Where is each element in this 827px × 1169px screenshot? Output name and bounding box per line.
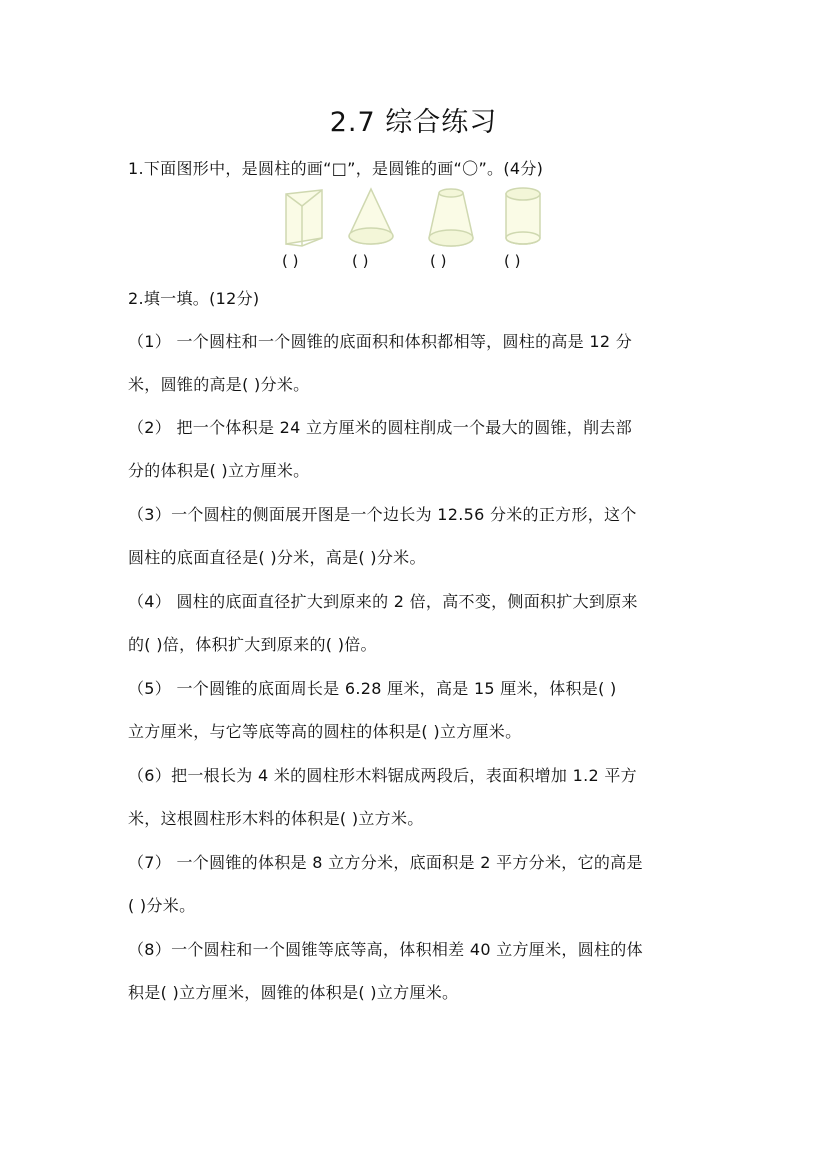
- q2-line: 立方厘米，与它等底等高的圆柱的体积是( )立方厘米。: [128, 722, 522, 741]
- question-1-text: 1.下面图形中，是圆柱的画“□”，是圆锥的画“〇”。(4分): [128, 159, 544, 178]
- page-title: 2.7 综合练习: [329, 107, 498, 138]
- question-2-heading: 2.填一填。(12分): [128, 289, 260, 308]
- triangular-prism-icon: [282, 186, 326, 248]
- answer-blank-prism[interactable]: ( ): [282, 252, 299, 270]
- q2-line: （7） 一个圆锥的体积是 8 立方分米，底面积是 2 平方分米，它的高是: [128, 853, 643, 872]
- q2-line: （4） 圆柱的底面直径扩大到原来的 2 倍，高不变，侧面积扩大到原来: [128, 592, 638, 611]
- q2-line: 米，圆锥的高是( )分米。: [128, 375, 310, 394]
- q2-line: 积是( )立方厘米，圆锥的体积是( )立方厘米。: [128, 983, 459, 1002]
- q2-line: （1） 一个圆柱和一个圆锥的底面积和体积都相等，圆柱的高是 12 分: [128, 332, 632, 351]
- q2-line: （5） 一个圆锥的底面周长是 6.28 厘米，高是 15 厘米，体积是( ): [128, 679, 617, 698]
- shape-row: [280, 186, 560, 276]
- cylinder-icon: [502, 186, 544, 250]
- q2-line: （6）把一根长为 4 米的圆柱形木料锯成两段后，表面积增加 1.2 平方: [128, 766, 637, 785]
- answer-blank-cylinder[interactable]: ( ): [504, 252, 521, 270]
- q2-line: 圆柱的底面直径是( )分米，高是( )分米。: [128, 548, 426, 567]
- q2-line: 分的体积是( )立方厘米。: [128, 461, 310, 480]
- q2-line: （3）一个圆柱的侧面展开图是一个边长为 12.56 分米的正方形，这个: [128, 505, 637, 524]
- q2-line: 米，这根圆柱形木料的体积是( )立方米。: [128, 809, 424, 828]
- q2-line: （8）一个圆柱和一个圆锥等底等高，体积相差 40 立方厘米，圆柱的体: [128, 940, 643, 959]
- q2-line: （2） 把一个体积是 24 立方厘米的圆柱削成一个最大的圆锥，削去部: [128, 418, 632, 437]
- q2-line: 的( )倍，体积扩大到原来的( )倍。: [128, 635, 377, 654]
- answer-blank-cone[interactable]: ( ): [352, 252, 369, 270]
- truncated-cone-icon: [426, 186, 476, 250]
- q2-line: ( )分米。: [128, 896, 196, 915]
- answer-blank-frustum[interactable]: ( ): [430, 252, 447, 270]
- cone-icon: [346, 186, 396, 248]
